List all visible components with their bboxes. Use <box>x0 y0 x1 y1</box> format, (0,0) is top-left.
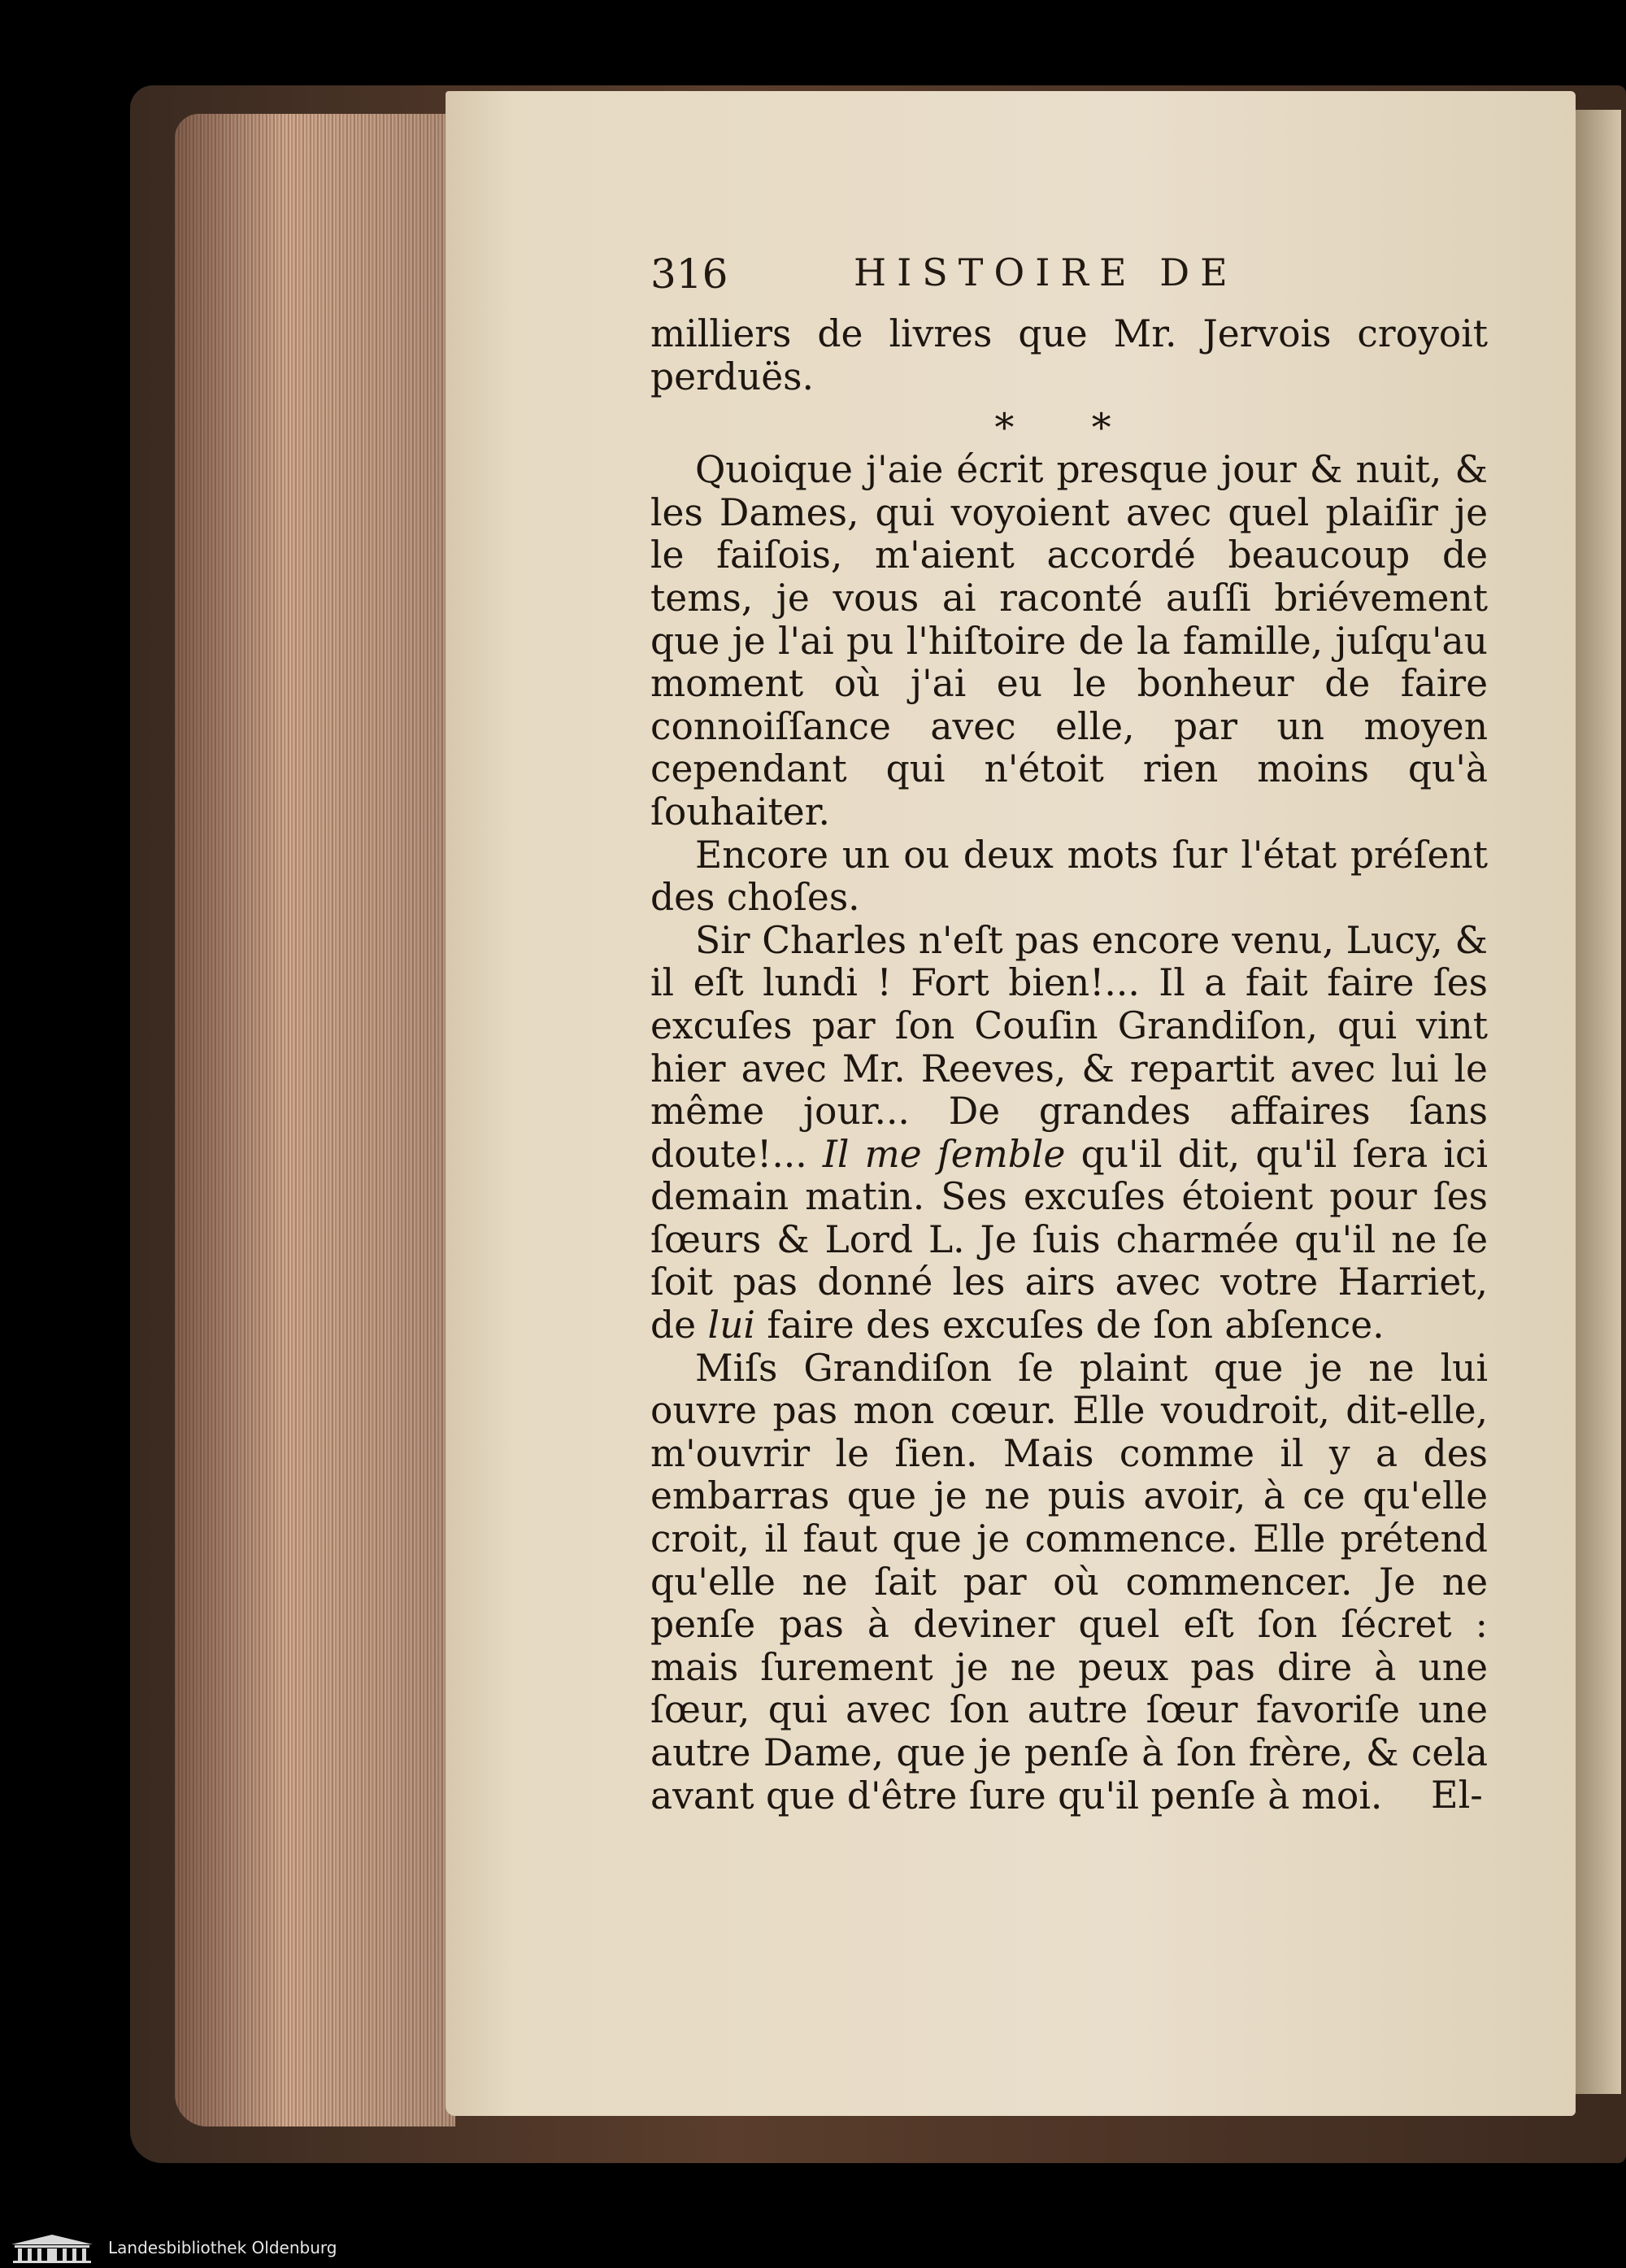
section-separator: * * <box>994 405 1144 451</box>
page-body <box>650 313 1488 1817</box>
paragraph-2: Quoique j'aie écrit presque jour & nuit, & les Dames, qui voyoient avec quel plaiſir je le faiſois, m'aient accordé beaucoup de tems, je vous ai raconté auſſi briévement que je l'ai pu l'hiſtoire de la famille, juſqu'au moment où j'ai eu le bonheur de faire connoiſſance avec elle, par un moyen cependant qui n'étoit rien moins qu'à ſouhaiter. <box>650 448 1488 834</box>
paragraph-4-italic: Il me ſemble <box>822 1132 1066 1176</box>
paragraph-4-part-a: Sir Charles n'eſt pas encore venu, Lucy, & il eſt lundi ! Fort bien!... Il a fait faire ſes excuſes par ſon Couſin Grandiſon, qui vint hier avec Mr. Reeves, & repartit avec lui le même jour... De grandes affaires ſans doute!... <box>650 918 1488 1176</box>
catchword: El- <box>1431 1773 1483 1817</box>
paragraph-4-part-b: qu'il dit, qu'il ſera ici demain matin. Ses excuſes étoient pour ſes ſœurs & Lord L. Je ſuis charmée qu'il ne ſe ſoit pas donné les airs avec votre Harriet, de <box>650 1132 1489 1347</box>
page-number: 316 <box>650 250 728 298</box>
running-head: HISTOIRE DE <box>854 250 1238 294</box>
paragraph-3: Encore un ou deux mots ſur l'état préſent des choſes. <box>650 833 1488 920</box>
facing-page-edge <box>1576 110 1621 2094</box>
paragraph-4-italic-2: lui <box>707 1304 755 1347</box>
library-name: Landesbibliothek Oldenburg <box>108 2238 337 2257</box>
paragraph-4-part-c: faire des excuſes de ſon abſence. <box>767 1304 1385 1347</box>
page-header <box>650 250 1488 299</box>
library-building-icon <box>8 2233 96 2264</box>
footer-bar <box>0 2230 1626 2268</box>
paragraph-1: milliers de livres que Mr. Jervois croyoit perduës. <box>650 312 1488 398</box>
paragraph-4 <box>650 920 1488 1347</box>
paragraph-5: Miſs Grandiſon ſe plaint que je ne lui ouvre pas mon cœur. Elle voudroit, dit-elle, m'ouvrir le ſien. Mais comme il y a des embarras que je ne puis avoir, à ce qu'elle croit, il faut que je commence. Elle prétend qu'elle ne ſait par où commencer. Je ne penſe pas à deviner quel eſt ſon ſécret : mais ſurement je ne peux pas dire à une ſœur, qui avec ſon autre ſœur favoriſe une autre Dame, que je penſe à ſon frère, & cela avant que d'être ſure qu'il penſe à moi. <box>650 1346 1488 1817</box>
page-edges-shadow <box>175 114 455 2127</box>
